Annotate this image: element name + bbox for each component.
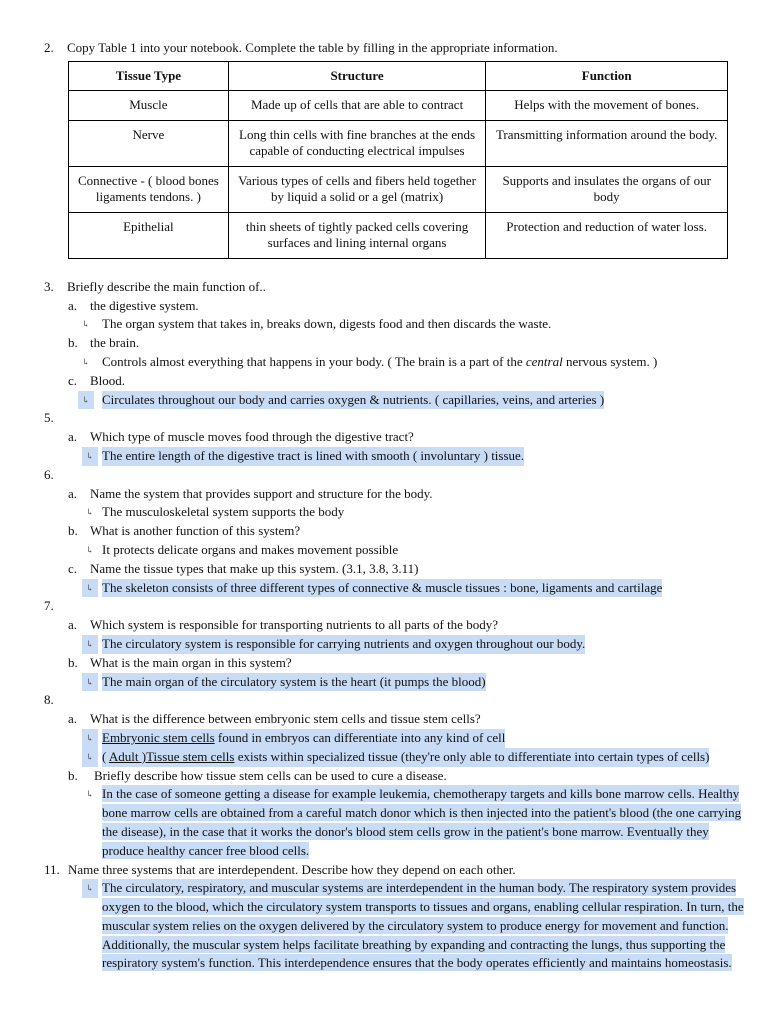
table-header: Structure [228, 61, 486, 91]
answer [0, 579, 768, 598]
table-cell: Epithelial [69, 212, 229, 258]
table-row [69, 91, 728, 121]
answer-text: The musculoskeletal system supports the body [102, 504, 345, 520]
answer-paragraph: In the case of someone getting a disease for example leukemia, chemotherapy targets and kills bone marrow cells. Healthy bone marrow cells are obtained from a careful match donor which is then injected into the patient's blood (the one carrying the disease), in the case that it works the donor's blood stem cells grow in the patient's bone marrow. Eventually they produce healthy cancer free blood cells. [102, 786, 742, 858]
table-row [69, 166, 728, 212]
sub-question-text: Name the system that provides support and structure for the body. [90, 485, 433, 501]
table-cell: Connective - ( blood bones ligaments tendons. ) [69, 166, 229, 212]
arrow-icon: ↳ [82, 879, 98, 898]
sub-question [0, 522, 768, 541]
table-cell: Transmitting information around the body. [486, 120, 728, 166]
answer [0, 503, 768, 522]
answer-text: Embryonic stem cells found in embryos can differentiate into any kind of cell [102, 729, 505, 748]
question-text: Name three systems that are interdependent. Describe how they depend on each other. [68, 861, 516, 877]
sub-letter: a. [68, 617, 78, 633]
answer [0, 729, 768, 748]
answer [0, 391, 768, 410]
document-page [0, 39, 768, 992]
sub-question-text: Name the tissue types that make up this system. (3.1, 3.8, 3.11) [90, 560, 419, 576]
answer [0, 635, 768, 654]
answer [0, 879, 768, 992]
question-6 [0, 466, 768, 485]
question-2 [0, 39, 768, 58]
answer-text: ( Adult )Tissue stem cells exists within specialized tissue (they're only able to differentiate into certain types of cells) [102, 748, 709, 767]
sub-letter: a. [68, 297, 78, 313]
table-cell: Helps with the movement of bones. [486, 91, 728, 121]
answer [0, 541, 768, 560]
sub-question [0, 560, 768, 579]
question-3 [0, 278, 768, 297]
question-5 [0, 409, 768, 428]
answer-paragraph: The circulatory, respiratory, and muscular systems are interdependent in the human body. The respiratory system provides oxygen to the blood, which the circulatory system transports to tissues and organs, enabling cellular respiration. In turn, the muscular system relies on the oxygen delivered by the circulatory system to produce energy for movement and function. Additionally, the muscular system helps facilitate breathing by expanding and contracting the lungs, thus supporting the respiratory system's function. This interdependence ensures that the body operates efficiently and maintains homeostasis. [102, 880, 744, 971]
sub-letter: c. [68, 560, 78, 576]
arrow-icon: ↳ [82, 673, 98, 692]
question-7 [0, 597, 768, 616]
question-number: 7. [44, 598, 54, 614]
sub-letter: a. [68, 429, 78, 445]
table-cell: Various types of cells and fibers held together by liquid a solid or a gel (matrix) [228, 166, 486, 212]
answer [0, 673, 768, 692]
question-number: 6. [44, 466, 54, 482]
answer-text: The main organ of the circulatory system is the heart (it pumps the blood) [102, 673, 486, 692]
answer-text: It protects delicate organs and makes movement possible [102, 541, 399, 557]
sub-letter: c. [68, 372, 78, 388]
answer-text: The skeleton consists of three different types of connective & muscle tissues : bone, ligaments and cartilage [102, 579, 662, 598]
arrow-icon: ↳ [82, 319, 90, 330]
sub-question [0, 297, 768, 316]
sub-question-text: Which system is responsible for transporting nutrients to all parts of the body? [90, 617, 498, 633]
table-row [69, 212, 728, 258]
table-cell: Made up of cells that are able to contract [228, 91, 486, 121]
table-cell: Nerve [69, 120, 229, 166]
answer [0, 748, 768, 767]
sub-question-text: the digestive system. [90, 297, 199, 313]
arrow-icon: ↳ [86, 789, 94, 800]
answer [0, 315, 768, 334]
table-cell: Long thin cells with fine branches at the ends capable of conducting electrical impulses [228, 120, 486, 166]
sub-question-text: Blood. [90, 372, 126, 388]
answer [0, 447, 768, 466]
answer [0, 353, 768, 372]
table-cell: thin sheets of tightly packed cells covering surfaces and lining internal organs [228, 212, 486, 258]
sub-question-text: What is the difference between embryonic stem cells and tissue stem cells? [90, 711, 481, 727]
sub-letter: b. [68, 767, 78, 783]
answer-text: The circulatory system is responsible for carrying nutrients and oxygen throughout our body. [102, 635, 585, 654]
sub-question-text: Which type of muscle moves food through the digestive tract? [90, 429, 414, 445]
sub-question [0, 334, 768, 353]
sub-question-text: Briefly describe how tissue stem cells can be used to cure a disease. [94, 767, 447, 783]
sub-question [0, 485, 768, 504]
sub-question [0, 654, 768, 673]
question-text: Copy Table 1 into your notebook. Complete the table by filling in the appropriate information. [67, 40, 558, 55]
arrow-icon: ↳ [78, 391, 94, 410]
question-text: Briefly describe the main function of.. [67, 278, 266, 294]
arrow-icon: ↳ [82, 635, 98, 654]
question-number: 2. [44, 40, 54, 55]
table-header-row [69, 61, 728, 91]
question-8 [0, 691, 768, 710]
sub-question [0, 616, 768, 635]
question-number: 5. [44, 410, 54, 426]
question-number: 3. [44, 278, 54, 294]
table-cell: Protection and reduction of water loss. [486, 212, 728, 258]
sub-question-text: What is the main organ in this system? [90, 654, 292, 670]
arrow-icon: ↳ [82, 579, 98, 598]
arrow-icon: ↳ [82, 729, 98, 748]
table-header: Function [486, 61, 728, 91]
arrow-icon: ↳ [86, 544, 94, 555]
answer [0, 785, 768, 860]
table-header: Tissue Type [69, 61, 229, 91]
question-number: 11. [44, 861, 60, 877]
sub-question [0, 767, 768, 786]
answer-text: Circulates throughout our body and carries oxygen & nutrients. ( capillaries, veins, and arteries ) [102, 391, 604, 410]
arrow-icon: ↳ [86, 507, 94, 518]
sub-question [0, 428, 768, 447]
answer-text: The entire length of the digestive tract is lined with smooth ( involuntary ) tissue. [102, 447, 524, 466]
sub-letter: b. [68, 523, 78, 539]
arrow-icon: ↳ [82, 447, 98, 466]
question-11 [0, 861, 768, 880]
answer-text: The organ system that takes in, breaks down, digests food and then discards the waste. [102, 316, 552, 332]
table-cell: Muscle [69, 91, 229, 121]
sub-letter: b. [68, 335, 78, 351]
sub-question-text: the brain. [90, 335, 140, 351]
arrow-icon: ↳ [82, 356, 90, 367]
arrow-icon: ↳ [82, 748, 98, 767]
sub-letter: a. [68, 711, 78, 727]
sub-question [0, 710, 768, 729]
tissue-table [68, 61, 728, 259]
question-number: 8. [44, 692, 54, 708]
sub-question-text: What is another function of this system? [90, 523, 301, 539]
sub-letter: a. [68, 485, 78, 501]
table-row [69, 120, 728, 166]
sub-question [0, 372, 768, 391]
sub-letter: b. [68, 654, 78, 670]
answer-text: Controls almost everything that happens in your body. ( The brain is a part of the central nervous system. ) [102, 353, 658, 369]
table-cell: Supports and insulates the organs of our body [486, 166, 728, 212]
